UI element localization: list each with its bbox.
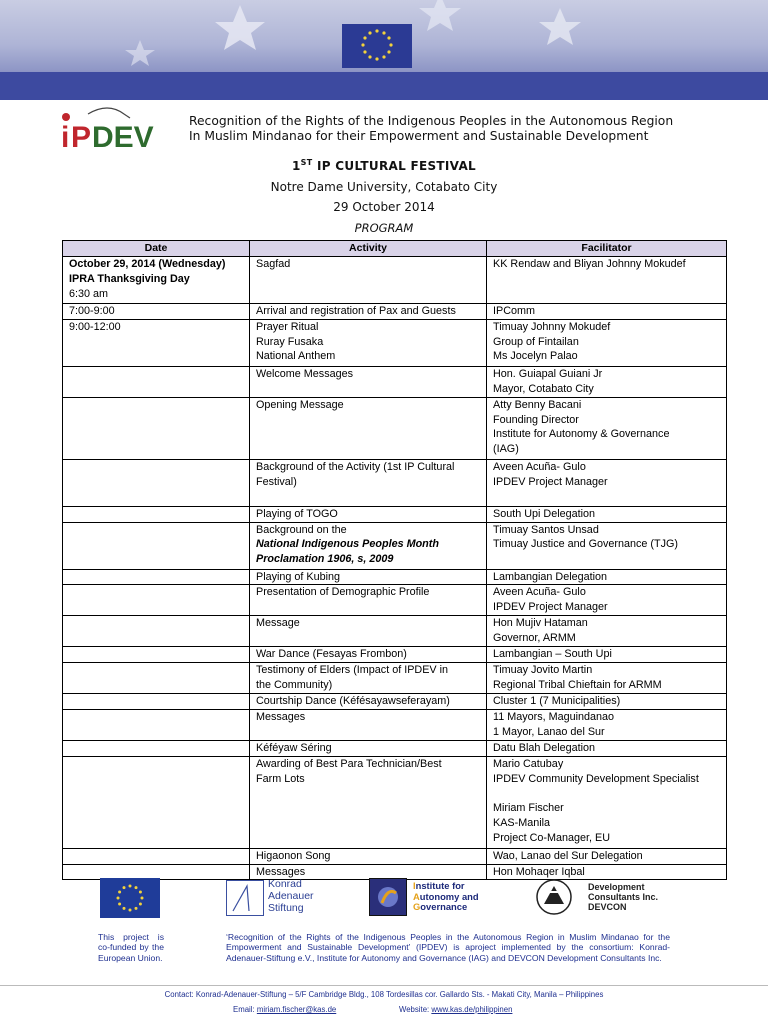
activity-line: Playing of Kubing	[256, 570, 341, 583]
activity-line: the Community)	[256, 678, 333, 691]
facilitator-line: KAS-Manila	[493, 816, 551, 829]
cell-activity	[250, 663, 487, 694]
date-line	[69, 710, 243, 725]
cell-activity	[250, 616, 487, 647]
devcon-name-line-3: DEVCON	[588, 902, 627, 912]
kas-name	[268, 878, 314, 914]
date-line	[69, 398, 243, 413]
cell-activity	[250, 647, 487, 663]
date-line: 7:00-9:00	[69, 305, 115, 317]
table-row	[63, 647, 727, 663]
table-row	[63, 585, 727, 616]
activity-line: Arrival and registration of Pax and Guests	[256, 305, 456, 317]
activity-line: Higaonon Song	[256, 849, 331, 862]
cell-facilitator	[487, 257, 727, 304]
table-row	[63, 848, 727, 864]
cell-activity	[250, 522, 487, 569]
table-row	[63, 366, 727, 397]
facilitator-line: Miriam Fischer	[493, 802, 564, 815]
venue: Notre Dame University, Cotabato City	[270, 180, 498, 194]
table-row	[63, 694, 727, 710]
cell-date	[63, 319, 250, 366]
facilitator-line: IPComm	[493, 305, 535, 317]
cell-facilitator	[487, 709, 727, 740]
activity-line: Messages	[256, 865, 306, 878]
iag-name	[413, 881, 479, 913]
date-line	[69, 507, 243, 522]
kas-name-line-1: Konrad	[268, 878, 302, 890]
program-table	[62, 240, 727, 880]
date-line	[69, 741, 243, 756]
date-line: IPRA Thanksgiving Day	[69, 272, 190, 285]
iag-logo	[369, 878, 499, 916]
email-label: Email:	[233, 1005, 257, 1014]
facilitator-line: 1 Mayor, Lanao del Sur	[493, 725, 605, 738]
date-line	[69, 849, 243, 864]
svg-text:DEV: DEV	[92, 121, 154, 150]
cell-facilitator	[487, 585, 727, 616]
facilitator-line: Aveen Acuña- Gulo	[493, 460, 586, 473]
facilitator-line: Datu Blah Delegation	[493, 741, 596, 754]
activity-line: Kéféyaw Séring	[256, 741, 332, 754]
consortium-note: ‘Recognition of the Rights of the Indigenous Peoples in the Autonomous Region in Muslim Mindanao for the Empowerment and Sustainable Development’ (IPDEV) is aproject implemented by the consortium: Konrad-Adenauer-Stiftung e.V., Institute for Autonomy and Governance (IAG) and DEVCON Development Consultants Inc.	[226, 932, 670, 963]
activity-line: Messages	[256, 710, 306, 723]
cell-date	[63, 397, 250, 459]
email-link[interactable]: miriam.fischer@kas.de	[256, 1005, 337, 1014]
kas-emblem-icon	[226, 880, 264, 916]
cell-activity	[250, 848, 487, 864]
date-line: 6:30 am	[69, 287, 109, 300]
table-row	[63, 506, 727, 522]
festival-date: 29 October 2014	[333, 200, 435, 214]
activity-line: Message	[256, 617, 300, 630]
project-title	[189, 114, 749, 144]
activity-line: National Anthem	[256, 350, 336, 363]
cell-date	[63, 506, 250, 522]
header-activity: Activity	[250, 241, 487, 257]
facilitator-line	[493, 786, 720, 801]
facilitator-line: (IAG)	[493, 443, 519, 456]
date-line	[69, 616, 243, 631]
date-line	[69, 523, 243, 538]
date-line	[69, 647, 243, 662]
program-label: PROGRAM	[354, 221, 414, 235]
cell-date	[63, 522, 250, 569]
table-row	[63, 257, 727, 304]
facilitator-line: Aveen Acuña- Gulo	[493, 586, 586, 599]
facilitator-line: Timuay Santos Unsad	[493, 523, 599, 536]
devcon-logo	[532, 876, 682, 918]
table-body	[63, 257, 727, 880]
cofunded-note: This project is co-funded by the European Union.	[98, 932, 164, 963]
project-title-line-1: Recognition of the Rights of the Indigenous Peoples in the Autonomous Region	[189, 114, 674, 128]
table-header-row	[63, 241, 727, 257]
festival-title-text: IP CULTURAL FESTIVAL	[312, 159, 476, 173]
facilitator-line: Project Co-Manager, EU	[493, 831, 611, 844]
facilitator-line: Hon Mohaqer Iqbal	[493, 865, 585, 878]
facilitator-line: IPDEV Community Development Specialist	[493, 772, 699, 785]
cell-facilitator	[487, 397, 727, 459]
facilitator-line: Ms Jocelyn Palao	[493, 350, 578, 363]
contact-line: Contact: Konrad-Adenauer-Stiftung – 5/F Cambridge Bldg., 108 Tordesillas cor. Gallardo Sts. - Makati City, Manila – Philippines	[164, 990, 604, 999]
cell-date	[63, 304, 250, 320]
ipdev-logo	[60, 104, 182, 150]
cell-activity	[250, 506, 487, 522]
activity-line: Courtship Dance (Kéfésayawseferayam)	[256, 695, 450, 708]
date-line	[69, 663, 243, 678]
cell-facilitator	[487, 694, 727, 710]
cell-activity	[250, 756, 487, 848]
eu-stars-icon	[100, 878, 160, 918]
eu-flag-logo	[100, 878, 160, 918]
devcon-emblem-icon	[532, 876, 582, 918]
activity-line: Proclamation 1906, s, 2009	[256, 553, 394, 566]
activity-line: Welcome Messages	[256, 367, 354, 380]
project-title-line-2: In Muslim Mindanao for their Empowerment and Sustainable Development	[189, 129, 649, 143]
cell-facilitator	[487, 366, 727, 397]
table-row	[63, 756, 727, 848]
table-row	[63, 740, 727, 756]
activity-line: Playing of TOGO	[256, 507, 338, 520]
cell-activity	[250, 397, 487, 459]
activity-line: War Dance (Fesayas Frombon)	[256, 648, 407, 661]
facilitator-line: Atty Benny Bacani	[493, 398, 582, 411]
cell-date	[63, 756, 250, 848]
date-line: October 29, 2014 (Wednesday)	[69, 258, 226, 270]
date-line	[69, 460, 243, 475]
footer-divider	[0, 985, 768, 986]
iag-name-line-2: Autonomy and	[413, 890, 479, 902]
date-line	[69, 367, 243, 382]
facilitator-line: Lambangian Delegation	[493, 570, 608, 583]
cell-date	[63, 569, 250, 585]
iag-name-line-1: Institute for	[413, 880, 465, 891]
facilitator-line: 11 Mayors, Maguindanao	[493, 710, 615, 723]
activity-line: Awarding of Best Para Technician/Best	[256, 757, 442, 770]
facilitator-line: Regional Tribal Chieftain for ARMM	[493, 678, 662, 691]
email-line	[233, 1005, 336, 1014]
cell-date	[63, 694, 250, 710]
cell-date	[63, 366, 250, 397]
table-row	[63, 397, 727, 459]
cell-date	[63, 848, 250, 864]
cell-date	[63, 257, 250, 304]
iag-name-line-3: Governance	[413, 901, 468, 912]
cell-facilitator	[487, 616, 727, 647]
svg-text:P: P	[71, 121, 92, 150]
table-row	[63, 616, 727, 647]
facilitator-line: Lambangian – South Upi	[493, 648, 612, 661]
table-row	[63, 522, 727, 569]
table-row	[63, 709, 727, 740]
cell-activity	[250, 709, 487, 740]
table-row	[63, 459, 727, 506]
festival-ordinal-suffix: ST	[300, 158, 313, 167]
cell-facilitator	[487, 756, 727, 848]
facilitator-line: Group of Fintailan	[493, 335, 579, 348]
facilitator-line: Timuay Justice and Governance (TJG)	[493, 538, 679, 551]
date-line	[69, 757, 243, 772]
kas-name-line-2: Adenauer	[268, 890, 314, 902]
facilitator-line: IPDEV Project Manager	[493, 601, 608, 614]
cell-date	[63, 663, 250, 694]
website-label: Website:	[399, 1005, 432, 1014]
activity-line: Opening Message	[256, 398, 344, 411]
website-link[interactable]: www.kas.de/philippinen	[431, 1005, 513, 1014]
cell-facilitator	[487, 647, 727, 663]
facilitator-line: IPDEV Project Manager	[493, 475, 608, 488]
facilitator-line: Timuay Jovito Martin	[493, 664, 593, 677]
facilitator-line: Governor, ARMM	[493, 632, 576, 645]
date-line	[69, 694, 243, 709]
cell-date	[63, 740, 250, 756]
cell-activity	[250, 459, 487, 506]
date-line	[69, 570, 243, 585]
activity-line: National Indigenous Peoples Month	[256, 538, 439, 551]
facilitator-line: Hon Mujiv Hataman	[493, 617, 588, 630]
cell-activity	[250, 569, 487, 585]
svg-text:i: i	[61, 121, 70, 150]
activity-line: Background on the	[256, 523, 347, 536]
date-line: 9:00-12:00	[69, 320, 121, 333]
cell-activity	[250, 257, 487, 304]
website-line	[399, 1005, 512, 1014]
cell-date	[63, 459, 250, 506]
date-line	[69, 585, 243, 600]
cell-activity	[250, 585, 487, 616]
cell-activity	[250, 319, 487, 366]
devcon-name	[588, 882, 658, 912]
activity-line: Background of the Activity (1st IP Cultural	[256, 460, 455, 473]
cell-facilitator	[487, 304, 727, 320]
table-row	[63, 569, 727, 585]
cell-facilitator	[487, 740, 727, 756]
table-row	[63, 663, 727, 694]
cell-date	[63, 647, 250, 663]
facilitator-line: KK Rendaw and Bliyan Johnny Mokudef	[493, 258, 686, 270]
table-row	[63, 319, 727, 366]
facilitator-line: Hon. Guiapal Guiani Jr	[493, 367, 603, 380]
kas-logo	[226, 876, 316, 916]
activity-line: Sagfad	[256, 258, 291, 270]
activity-line	[256, 489, 480, 504]
cell-facilitator	[487, 848, 727, 864]
facilitator-line: Timuay Johnny Mokudef	[493, 320, 611, 333]
activity-line: Festival)	[256, 475, 297, 488]
cell-facilitator	[487, 319, 727, 366]
cell-facilitator	[487, 569, 727, 585]
facilitator-line: South Upi Delegation	[493, 507, 596, 520]
festival-title	[0, 158, 768, 173]
facilitator-line: Cluster 1 (7 Municipalities)	[493, 695, 621, 708]
cell-date	[63, 585, 250, 616]
facilitator-line: Institute for Autonomy & Governance	[493, 428, 670, 441]
cell-activity	[250, 694, 487, 710]
header-date: Date	[63, 241, 250, 257]
activity-line: Testimony of Elders (Impact of IPDEV in	[256, 664, 449, 677]
cell-facilitator	[487, 663, 727, 694]
activity-line: Presentation of Demographic Profile	[256, 586, 430, 599]
activity-line: Prayer Ritual	[256, 320, 319, 333]
festival-ordinal: 1	[292, 159, 301, 173]
facilitator-line: Wao, Lanao del Sur Delegation	[493, 849, 643, 862]
facilitator-line: Mario Catubay	[493, 757, 564, 770]
kas-name-line-3: Stiftung	[268, 902, 304, 914]
table-row	[63, 304, 727, 320]
devcon-name-line-2: Consultants Inc.	[588, 892, 659, 902]
cell-facilitator	[487, 522, 727, 569]
cell-facilitator	[487, 459, 727, 506]
cell-date	[63, 616, 250, 647]
activity-line: Farm Lots	[256, 772, 305, 785]
devcon-name-line-1: Development	[588, 882, 645, 892]
facilitator-line: Founding Director	[493, 413, 579, 426]
iag-emblem-icon	[369, 878, 407, 916]
cell-facilitator	[487, 506, 727, 522]
cell-activity	[250, 304, 487, 320]
cell-date	[63, 709, 250, 740]
cell-activity	[250, 740, 487, 756]
activity-line: Ruray Fusaka	[256, 335, 324, 348]
cell-activity	[250, 366, 487, 397]
eu-flag-icon	[0, 0, 768, 100]
eu-banner	[0, 0, 768, 100]
header-facilitator: Facilitator	[487, 241, 727, 257]
facilitator-line: Mayor, Cotabato City	[493, 382, 594, 395]
